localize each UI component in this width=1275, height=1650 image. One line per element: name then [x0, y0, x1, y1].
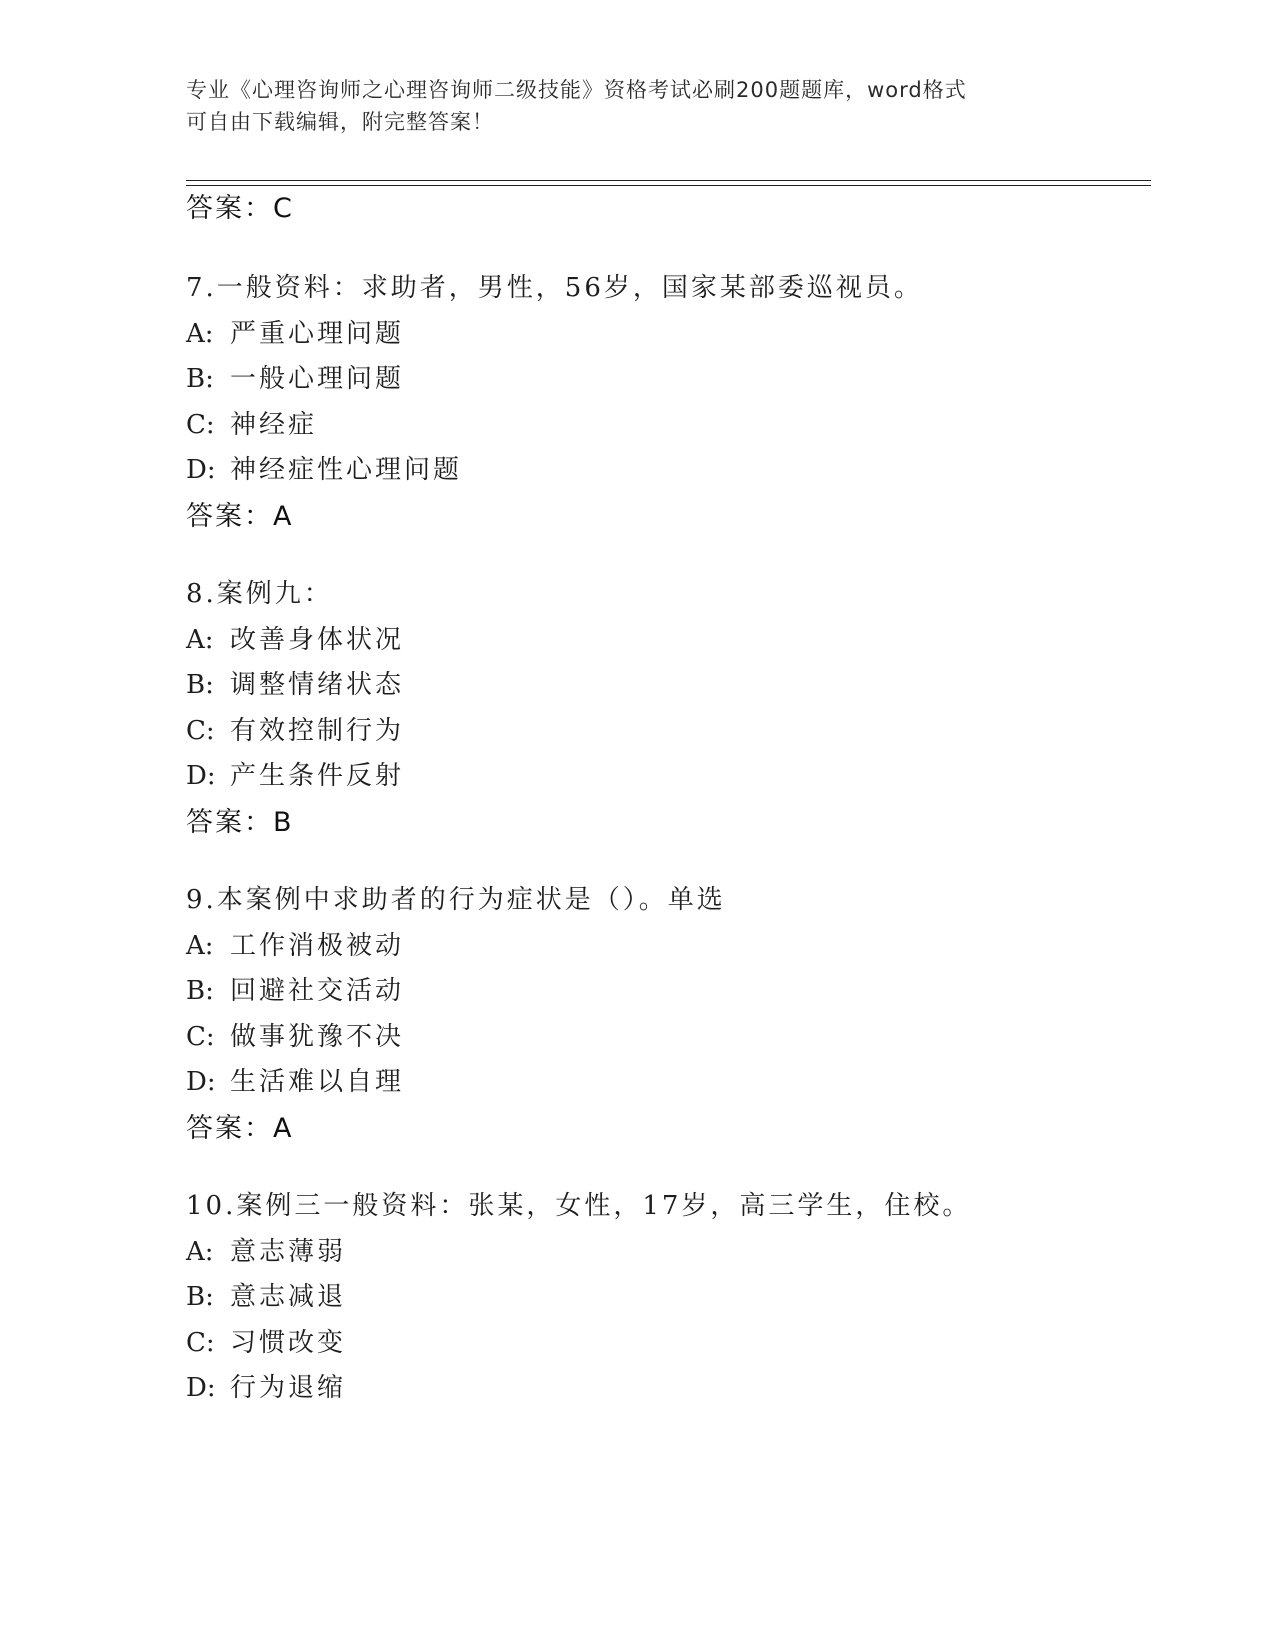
question-stem: 10.案例三一般资料：张某，女性，17岁，高三学生，住校。: [186, 1191, 972, 1221]
question-stem: 9.本案例中求助者的行为症状是（）。单选: [186, 885, 726, 915]
question-stem: 8.案例九：: [186, 579, 333, 609]
question-block: [186, 266, 1146, 539]
answer-label: 答案：B: [186, 806, 294, 838]
option-c: C: 习惯改变: [186, 1327, 347, 1358]
header-title-line-1: 专业《心理咨询师之心理咨询师二级技能》资格考试必刷200题题库，word格式: [186, 78, 967, 102]
document-header: [186, 74, 1086, 138]
option-a: A: 意志薄弱: [186, 1236, 347, 1267]
option-c: C: 有效控制行为: [186, 715, 405, 746]
previous-answer-block: [186, 186, 1146, 232]
option-a: A: 严重心理问题: [186, 318, 405, 349]
answer-label: 答案：A: [186, 500, 294, 532]
option-d: D: 产生条件反射: [186, 761, 405, 791]
option-a: A: 工作消极被动: [186, 930, 405, 961]
question-stem: 7.一般资料：求助者，男性，56岁，国家某部委巡视员。: [186, 273, 923, 303]
answer-label: 答案：A: [186, 1112, 294, 1144]
header-title-line-2: 可自由下载编辑，附完整答案！: [186, 110, 494, 134]
option-a: A: 改善身体状况: [186, 624, 405, 655]
option-d: D: 生活难以自理: [186, 1067, 405, 1097]
header-divider-top: [186, 180, 1151, 181]
option-c: C: 做事犹豫不决: [186, 1021, 405, 1052]
option-d: D: 神经症性心理问题: [186, 455, 463, 485]
option-d: D: 行为退缩: [186, 1373, 347, 1403]
option-b: B: 调整情绪状态: [186, 670, 405, 700]
answer-label: 答案：C: [186, 193, 294, 224]
question-block: [186, 1184, 1146, 1412]
option-c: C: 神经症: [186, 409, 318, 440]
question-block: [186, 878, 1146, 1151]
option-b: B: 回避社交活动: [186, 976, 405, 1006]
question-block: [186, 572, 1146, 845]
option-b: B: 意志减退: [186, 1282, 347, 1312]
option-b: B: 一般心理问题: [186, 364, 405, 394]
